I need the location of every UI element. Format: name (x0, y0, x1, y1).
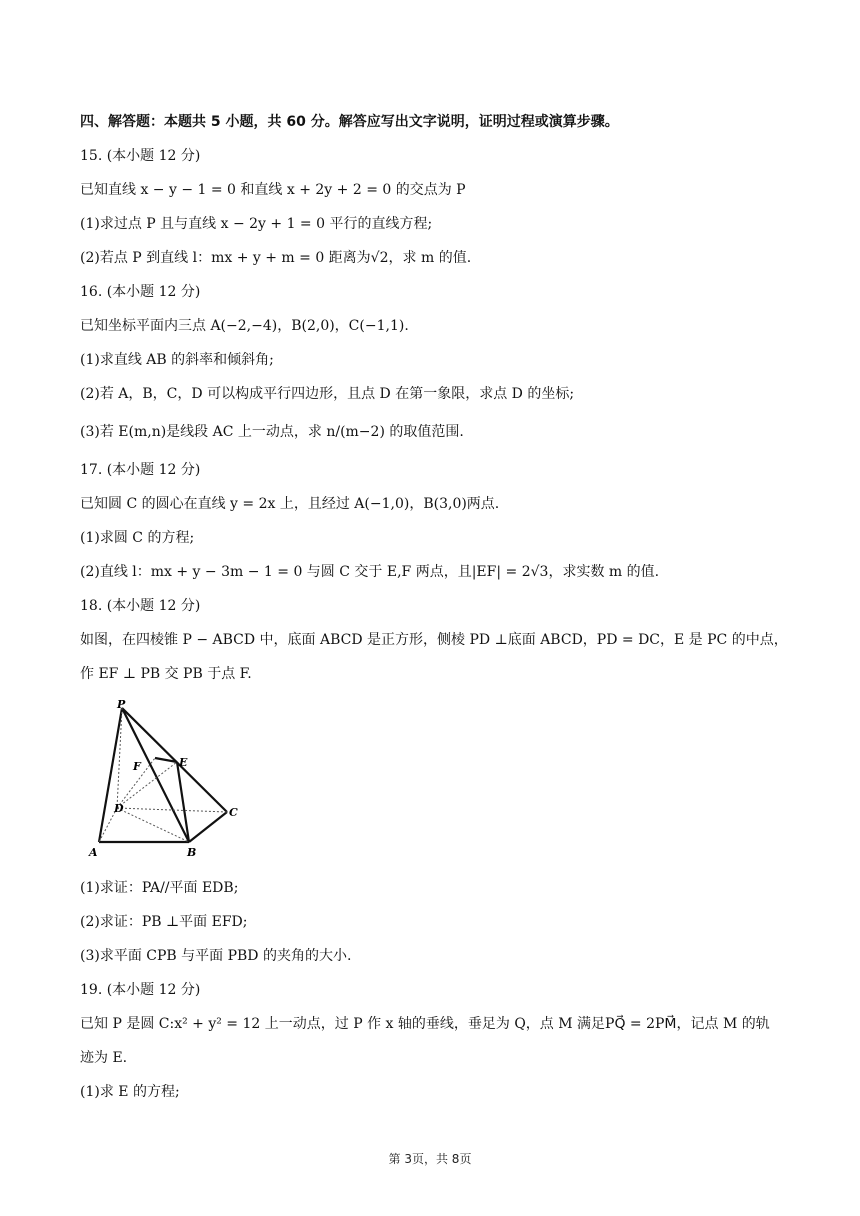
problem-15-part-1: (1)求过点 P 且与直线 x − 2y + 1 = 0 平行的直线方程; (80, 216, 433, 232)
problem-19-part-1: (1)求 E 的方程; (80, 1084, 180, 1100)
page-footer: 第 3页，共 8页 (388, 1152, 472, 1166)
problem-18-stem-line-1: 如图，在四棱锥 P − ABCD 中，底面 ABCD 是正方形，侧棱 PD ⊥底面 ABCD，PD = DC，E 是 PC 的中点， (80, 632, 788, 648)
problem-16-header: 16. (本小题 12 分) (80, 284, 201, 300)
problem-16-stem: 已知坐标平面内三点 A(−2,−4)，B(2,0)，C(−1,1). (80, 318, 409, 334)
figure-label-e: E (179, 756, 188, 769)
problem-18-part-1: (1)求证：PA//平面 EDB; (80, 880, 239, 896)
problem-18-part-3: (3)求平面 CPB 与平面 PBD 的夹角的大小. (80, 948, 352, 964)
problem-15-header: 15. (本小题 12 分) (80, 148, 201, 164)
problem-16-part-1: (1)求直线 AB 的斜率和倾斜角; (80, 352, 274, 368)
problem-19-stem-line-2: 迹为 E. (80, 1050, 128, 1066)
problem-15-stem: 已知直线 x − y − 1 = 0 和直线 x + 2y + 2 = 0 的交点为 P (80, 182, 466, 198)
pyramid-figure (85, 696, 255, 866)
problem-19-header: 19. (本小题 12 分) (80, 982, 201, 998)
problem-18-part-2: (2)求证：PB ⊥平面 EFD; (80, 914, 248, 930)
section-title: 四、解答题：本题共 5 小题，共 60 分。解答应写出文字说明，证明过程或演算步骤。 (80, 114, 619, 130)
problem-18-stem-line-2: 作 EF ⊥ PB 交 PB 于点 F. (80, 666, 252, 682)
problem-16-part-3: (3)若 E(m,n)是线段 AC 上一动点，求 n/(m−2) 的取值范围. (80, 424, 464, 440)
problem-19-stem-line-1: 已知 P 是圆 C:x² + y² = 12 上一动点，过 P 作 x 轴的垂线，垂足为 Q，点 M 满足PQ⃗ = 2PM⃗，记点 M 的轨 (80, 1016, 770, 1032)
figure-label-f: F (133, 760, 141, 773)
figure-label-p: P (117, 698, 126, 711)
problem-15-part-2: (2)若点 P 到直线 l：mx + y + m = 0 距离为√2，求 m 的值. (80, 250, 472, 266)
problem-16-part-2: (2)若 A，B，C，D 可以构成平行四边形，且点 D 在第一象限，求点 D 的坐标; (80, 386, 575, 402)
figure-label-d: D (114, 802, 124, 815)
problem-18-header: 18. (本小题 12 分) (80, 598, 201, 614)
problem-17-part-1: (1)求圆 C 的方程; (80, 530, 195, 546)
problem-17-stem: 已知圆 C 的圆心在直线 y = 2x 上，且经过 A(−1,0)，B(3,0)两点. (80, 496, 500, 512)
problem-17-header: 17. (本小题 12 分) (80, 462, 201, 478)
figure-label-b: B (187, 846, 197, 859)
problem-17-part-2: (2)直线 l：mx + y − 3m − 1 = 0 与圆 C 交于 E,F 两点，且|EF| = 2√3，求实数 m 的值. (80, 564, 660, 580)
figure-label-c: C (229, 806, 238, 819)
figure-label-a: A (89, 846, 98, 859)
